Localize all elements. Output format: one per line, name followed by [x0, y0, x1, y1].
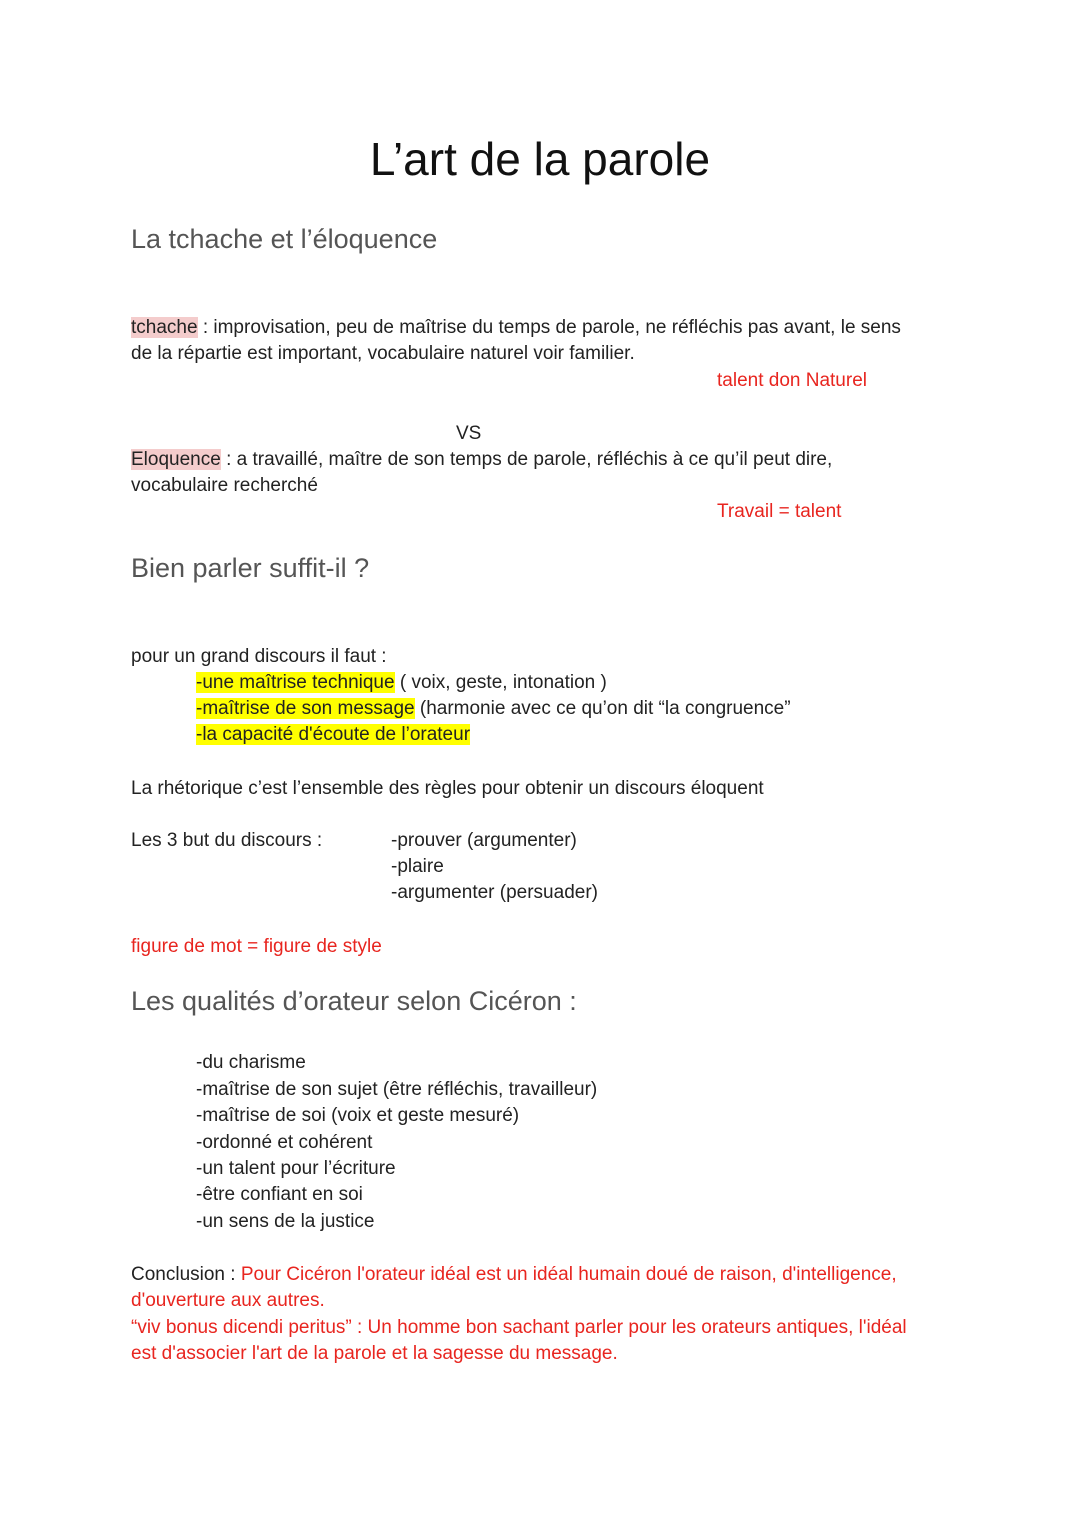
quality-item: -du charisme — [196, 1052, 306, 1073]
conclusion-label: Conclusion : — [131, 1264, 241, 1285]
eloquence-definition-text: : a travaillé, maître de son temps de parole, réfléchis à ce qu’il peut dire, — [220, 449, 833, 470]
discours-item-highlight: -une maîtrise technique — [196, 672, 395, 693]
discours-item-highlight: -maîtrise de son message — [196, 698, 415, 719]
discours-item — [196, 722, 470, 748]
section-heading-bien-parler: Bien parler suffit-il ? — [131, 553, 370, 583]
conclusion-line2: d'ouverture aux autres. — [131, 1290, 325, 1311]
quality-item: -être confiant en soi — [196, 1184, 363, 1205]
section-heading-tchache: La tchache et l’éloquence — [131, 224, 438, 254]
goal-item: -plaire — [391, 856, 444, 877]
eloquence-term: Eloquence — [131, 449, 221, 470]
discours-item-rest: (harmonie avec ce qu’on dit “la congruence” — [414, 698, 791, 719]
figure-note: figure de mot = figure de style — [131, 936, 382, 957]
discours-item — [196, 670, 607, 696]
conclusion-line1 — [131, 1262, 897, 1288]
eloquence-note: Travail = talent — [717, 501, 842, 522]
discours-item-highlight: -la capacité d'écoute de l’orateur — [196, 724, 471, 745]
quality-item: -maîtrise de son sujet (être réfléchis, travailleur) — [196, 1079, 598, 1100]
tchache-definition-line1 — [131, 315, 901, 341]
conclusion-line4: est d'associer l'art de la parole et la sagesse du message. — [131, 1343, 618, 1364]
quality-item: -un sens de la justice — [196, 1211, 375, 1232]
goals-label: Les 3 but du discours : — [131, 830, 323, 851]
quality-item: -un talent pour l’écriture — [196, 1158, 396, 1179]
goal-item: -argumenter (persuader) — [391, 882, 598, 903]
discours-item-rest: ( voix, geste, intonation ) — [394, 672, 607, 693]
vs-label: VS — [456, 423, 482, 444]
eloquence-definition-line2: vocabulaire recherché — [131, 475, 318, 496]
tchache-term: tchache — [131, 317, 198, 338]
section-heading-ciceron: Les qualités d’orateur selon Cicéron : — [131, 986, 577, 1016]
tchache-note: talent don Naturel — [717, 370, 867, 391]
page-title: L’art de la parole — [369, 133, 711, 185]
conclusion-text: Pour Cicéron l'orateur idéal est un idéal humain doué de raison, d'intelligence, — [240, 1264, 897, 1285]
tchache-definition-text: : improvisation, peu de maîtrise du temps de parole, ne réfléchis pas avant, le sens — [197, 317, 901, 338]
rhetoric-definition: La rhétorique c’est l’ensemble des règles pour obtenir un discours éloquent — [131, 778, 764, 799]
discours-item — [196, 696, 791, 722]
conclusion-line3: “viv bonus dicendi peritus” : Un homme bon sachant parler pour les orateurs antiques, l'idéal — [131, 1317, 907, 1338]
quality-item: -maîtrise de soi (voix et geste mesuré) — [196, 1105, 520, 1126]
tchache-definition-line2: de la répartie est important, vocabulaire naturel voir familier. — [131, 343, 635, 364]
eloquence-definition-line1 — [131, 447, 832, 473]
goal-item: -prouver (argumenter) — [391, 830, 577, 851]
quality-item: -ordonné et cohérent — [196, 1132, 373, 1153]
discours-intro: pour un grand discours il faut : — [131, 646, 387, 667]
